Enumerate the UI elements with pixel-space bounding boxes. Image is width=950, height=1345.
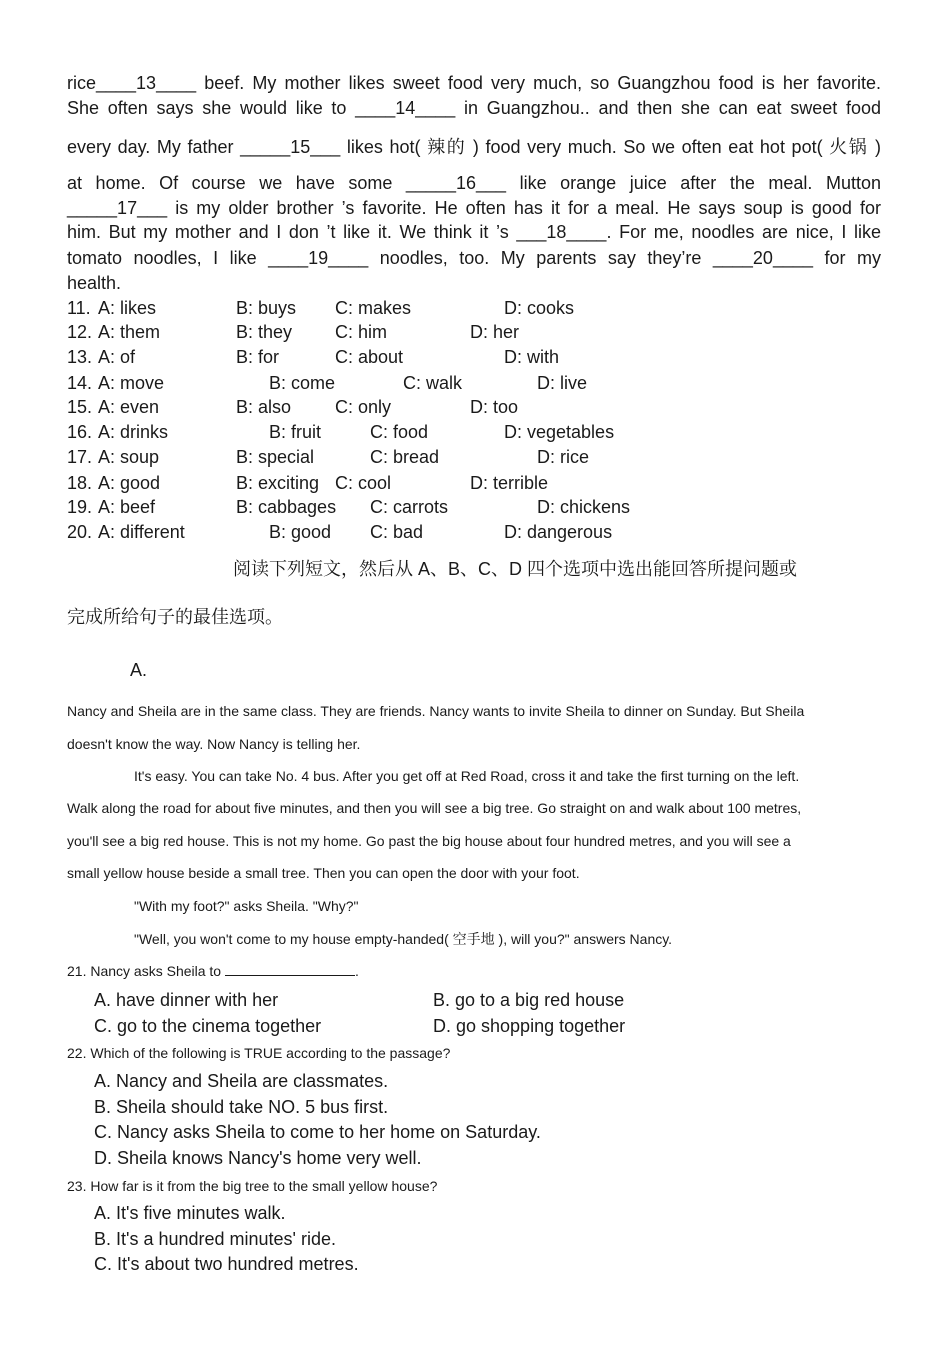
option-a: A: likes bbox=[98, 298, 157, 318]
option-number: 20. bbox=[67, 522, 93, 542]
option-b: B: cabbages bbox=[236, 497, 337, 517]
question-21-option-d: D. go shopping together bbox=[433, 1016, 626, 1036]
stem-end: . bbox=[354, 963, 359, 979]
option-c: C: food bbox=[370, 422, 429, 442]
option-number: 11. bbox=[67, 298, 91, 318]
option-d: D: too bbox=[470, 397, 519, 417]
question-22-stem: 22. Which of the following is TRUE according to the passage? bbox=[67, 1045, 451, 1061]
option-b: B: special bbox=[236, 447, 315, 467]
cloze-line-2: She often says she would like to ____14____ in Guangzhou.. and then she can eat sweet food bbox=[67, 98, 881, 118]
cloze-line-5: _____17___ is my older brother ’s favorite. He often has it for a meal. He says soup is good for bbox=[67, 198, 881, 218]
question-23-option-b: B. It's a hundred minutes' ride. bbox=[94, 1229, 336, 1249]
option-number: 14. bbox=[67, 373, 93, 393]
option-d: D: with bbox=[504, 347, 560, 367]
option-d: D: cooks bbox=[504, 298, 575, 318]
option-number: 13. bbox=[67, 347, 93, 367]
cloze-line-1: rice____13____ beef. My mother likes sweet food very much, so Guangzhou food is her favorite. bbox=[67, 73, 881, 93]
option-c: C: carrots bbox=[370, 497, 449, 517]
option-a: A: beef bbox=[98, 497, 156, 517]
option-c: C: him bbox=[335, 322, 388, 342]
option-number: 15. bbox=[67, 397, 93, 417]
option-number: 18. bbox=[67, 473, 93, 493]
option-a: A: move bbox=[98, 373, 165, 393]
section-label: A. bbox=[130, 660, 148, 680]
option-number: 12. bbox=[67, 322, 93, 342]
cloze-line-4: at home. Of course we have some _____16___ like orange juice after the meal. Mutton bbox=[67, 173, 881, 193]
option-b: B: buys bbox=[236, 298, 297, 318]
option-c: C: bad bbox=[370, 522, 424, 542]
passage-line-7: "With my foot?" asks Sheila. "Why?" bbox=[134, 898, 359, 914]
option-a: A: them bbox=[98, 322, 161, 342]
passage-line-5: you'll see a big red house. This is not my home. Go past the big house about four hundred metres, and you will see a bbox=[67, 833, 791, 849]
option-b: B: good bbox=[269, 522, 332, 542]
passage-line-1: Nancy and Sheila are in the same class. They are friends. Nancy wants to invite Sheila to dinner on Sunday. But Sheila bbox=[67, 703, 805, 719]
option-d: D: rice bbox=[537, 447, 590, 467]
cloze-line-3: every day. My father _____15___ likes hot( 辣的 ) food very much. So we often eat hot pot( 火锅 ) bbox=[67, 137, 881, 157]
option-b: B: exciting bbox=[236, 473, 320, 493]
option-b: B: for bbox=[236, 347, 280, 367]
option-c: C: walk bbox=[403, 373, 463, 393]
option-a: A: different bbox=[98, 522, 185, 542]
option-number: 16. bbox=[67, 422, 93, 442]
question-23-stem: 23. How far is it from the big tree to the small yellow house? bbox=[67, 1178, 438, 1194]
option-d: D: terrible bbox=[470, 473, 549, 493]
question-22-option-a: A. Nancy and Sheila are classmates. bbox=[94, 1071, 389, 1091]
cloze-line-6: him. But my mother and I don ’t like it. We think it ’s ___18____. For me, noodles are nice, I like bbox=[67, 222, 881, 242]
passage-line-2: doesn't know the way. Now Nancy is telling her. bbox=[67, 736, 361, 752]
option-d: D: her bbox=[470, 322, 520, 342]
option-c: C: makes bbox=[335, 298, 412, 318]
passage-line-4: Walk along the road for about five minutes, and then you will see a big tree. Go straight on and walk about 100 metres, bbox=[67, 800, 802, 816]
passage-line-3: It's easy. You can take No. 4 bus. After you get off at Red Road, cross it and take the first turning on the left. bbox=[134, 768, 800, 784]
option-c: C: cool bbox=[335, 473, 392, 493]
question-stem-text: 21. Nancy asks Sheila to bbox=[67, 963, 222, 979]
question-23-option-a: A. It's five minutes walk. bbox=[94, 1203, 286, 1223]
passage-line-8: "Well, you won't come to my house empty-handed( 空手地 ), will you?" answers Nancy. bbox=[134, 931, 673, 947]
option-number: 17. bbox=[67, 447, 93, 467]
cloze-line-7: tomato noodles, I like ____19____ noodles, too. My parents say they’re ____20____ for my bbox=[67, 248, 881, 268]
option-b: B: they bbox=[236, 322, 293, 342]
option-b: B: also bbox=[236, 397, 292, 417]
question-21-stem bbox=[67, 962, 359, 980]
option-a: A: even bbox=[98, 397, 160, 417]
reading-instruction-line-2: 完成所给句子的最佳选项。 bbox=[67, 607, 283, 627]
question-22-option-b: B. Sheila should take NO. 5 bus first. bbox=[94, 1097, 389, 1117]
option-number: 19. bbox=[67, 497, 93, 517]
question-23-option-c: C. It's about two hundred metres. bbox=[94, 1254, 359, 1274]
answer-blank bbox=[225, 963, 355, 976]
option-b: B: come bbox=[269, 373, 336, 393]
option-a: A: drinks bbox=[98, 422, 169, 442]
option-a: A: soup bbox=[98, 447, 160, 467]
option-d: D: live bbox=[537, 373, 588, 393]
question-21-option-a: A. have dinner with her bbox=[94, 990, 279, 1010]
question-22-option-c: C. Nancy asks Sheila to come to her home on Saturday. bbox=[94, 1122, 541, 1142]
cloze-line-8: health. bbox=[67, 273, 122, 293]
option-b: B: fruit bbox=[269, 422, 322, 442]
reading-instruction-line-1: 阅读下列短文，然后从 A、B、C、D 四个选项中选出能回答所提问题或 bbox=[233, 559, 798, 579]
passage-line-6: small yellow house beside a small tree. Then you can open the door with your foot. bbox=[67, 865, 580, 881]
question-22-option-d: D. Sheila knows Nancy's home very well. bbox=[94, 1148, 422, 1168]
option-d: D: chickens bbox=[537, 497, 631, 517]
option-a: A: of bbox=[98, 347, 136, 367]
option-c: C: about bbox=[335, 347, 404, 367]
option-d: D: vegetables bbox=[504, 422, 615, 442]
option-c: C: bread bbox=[370, 447, 440, 467]
option-c: C: only bbox=[335, 397, 392, 417]
question-21-option-b: B. go to a big red house bbox=[433, 990, 625, 1010]
question-21-option-c: C. go to the cinema together bbox=[94, 1016, 322, 1036]
option-d: D: dangerous bbox=[504, 522, 613, 542]
option-a: A: good bbox=[98, 473, 161, 493]
